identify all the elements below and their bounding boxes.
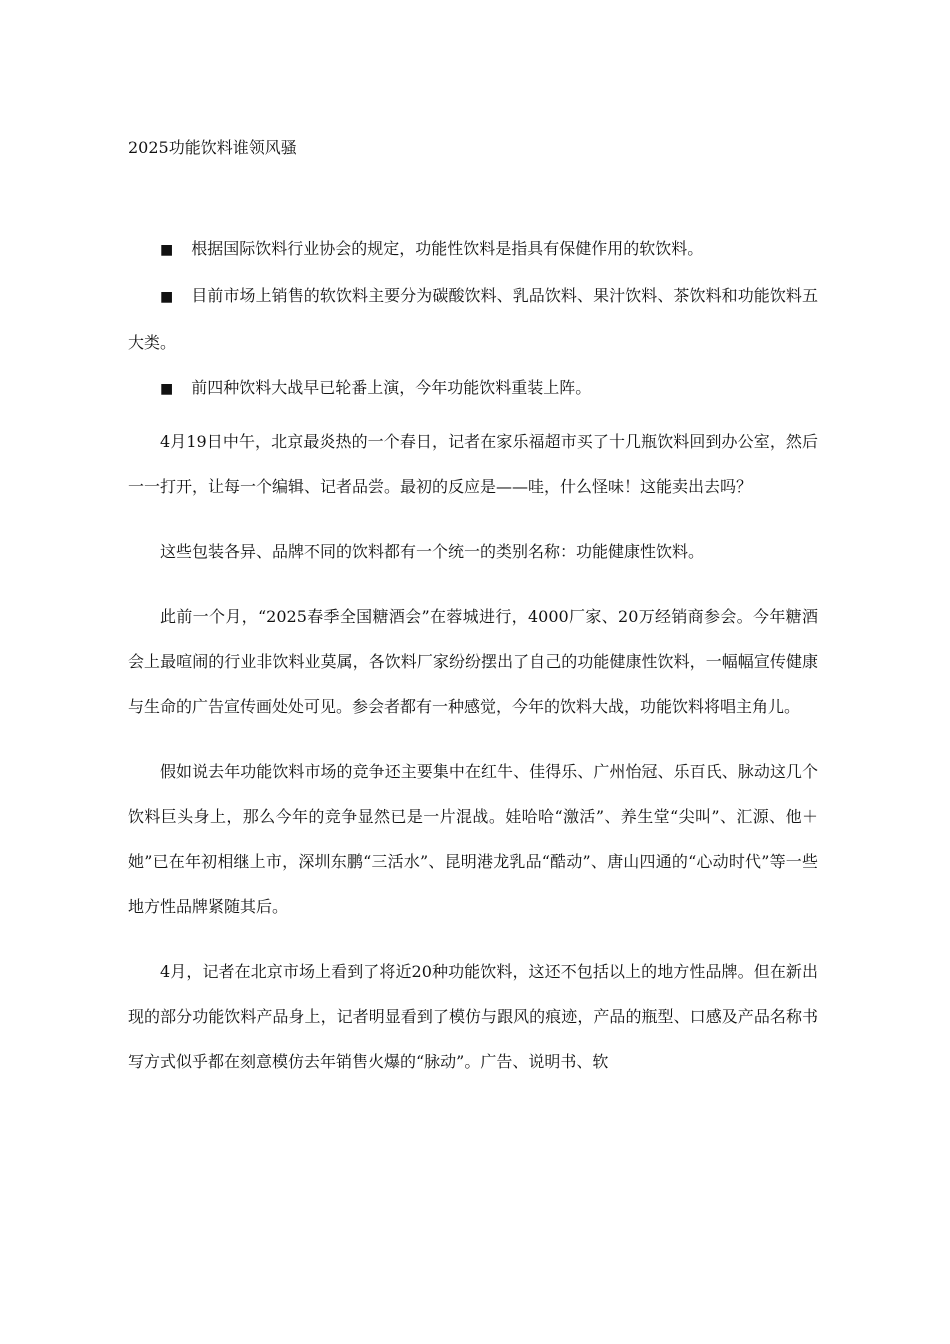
bullet-item <box>128 273 818 365</box>
paragraph: 假如说去年功能饮料市场的竞争还主要集中在红牛、佳得乐、广州怡冠、乐百氏、脉动这几个饮料巨头身上，那么今年的竞争显然已是一片混战。娃哈哈“激活”、养生堂“尖叫”、汇源、他＋她”已在年初相继上市，深圳东鹏“三活水”、昆明港龙乳品“酷动”、唐山四通的“心动时代”等一些地方性品牌紧随其后。 <box>128 762 818 916</box>
article-body <box>128 419 818 1104</box>
bullet-text: 根据国际饮料行业协会的规定，功能性饮料是指具有保健作用的软饮料。 <box>191 239 704 258</box>
bullet-text: 前四种饮料大战早已轮番上演，今年功能饮料重装上阵。 <box>191 378 592 397</box>
bullet-item <box>128 226 818 273</box>
square-bullet-icon: ■ <box>160 289 174 305</box>
paragraph: 4月19日中午，北京最炎热的一个春日，记者在家乐福超市买了十几瓶饮料回到办公室，然后一一打开，让每一个编辑、记者品尝。最初的反应是——哇，什么怪味！这能卖出去吗？ <box>128 432 818 496</box>
bullet-item <box>128 365 818 412</box>
square-bullet-icon: ■ <box>160 381 174 397</box>
bullet-list <box>128 226 818 412</box>
bullet-text: 目前市场上销售的软饮料主要分为碳酸饮料、乳品饮料、果汁饮料、茶饮料和功能饮料五大类。 <box>128 286 818 352</box>
paragraph: 4月，记者在北京市场上看到了将近20种功能饮料，这还不包括以上的地方性品牌。但在新出现的部分功能饮料产品身上，记者明显看到了模仿与跟风的痕迹，产品的瓶型、口感及产品名称书写方式似乎都在刻意模仿去年销售火爆的“脉动”。广告、说明书、软 <box>128 962 818 1071</box>
square-bullet-icon: ■ <box>160 242 174 258</box>
document-title: 2025功能饮料谁领风骚 <box>128 138 297 157</box>
paragraph: 这些包装各异、品牌不同的饮料都有一个统一的类别名称：功能健康性饮料。 <box>160 542 705 561</box>
paragraph: 此前一个月，“2025春季全国糖酒会”在蓉城进行，4000厂家、20万经销商参会。今年糖酒会上最喧闹的行业非饮料业莫属，各饮料厂家纷纷摆出了自己的功能健康性饮料，一幅幅宣传健康与生命的广告宣传画处处可见。参会者都有一种感觉，今年的饮料大战，功能饮料将唱主角儿。 <box>128 607 818 716</box>
